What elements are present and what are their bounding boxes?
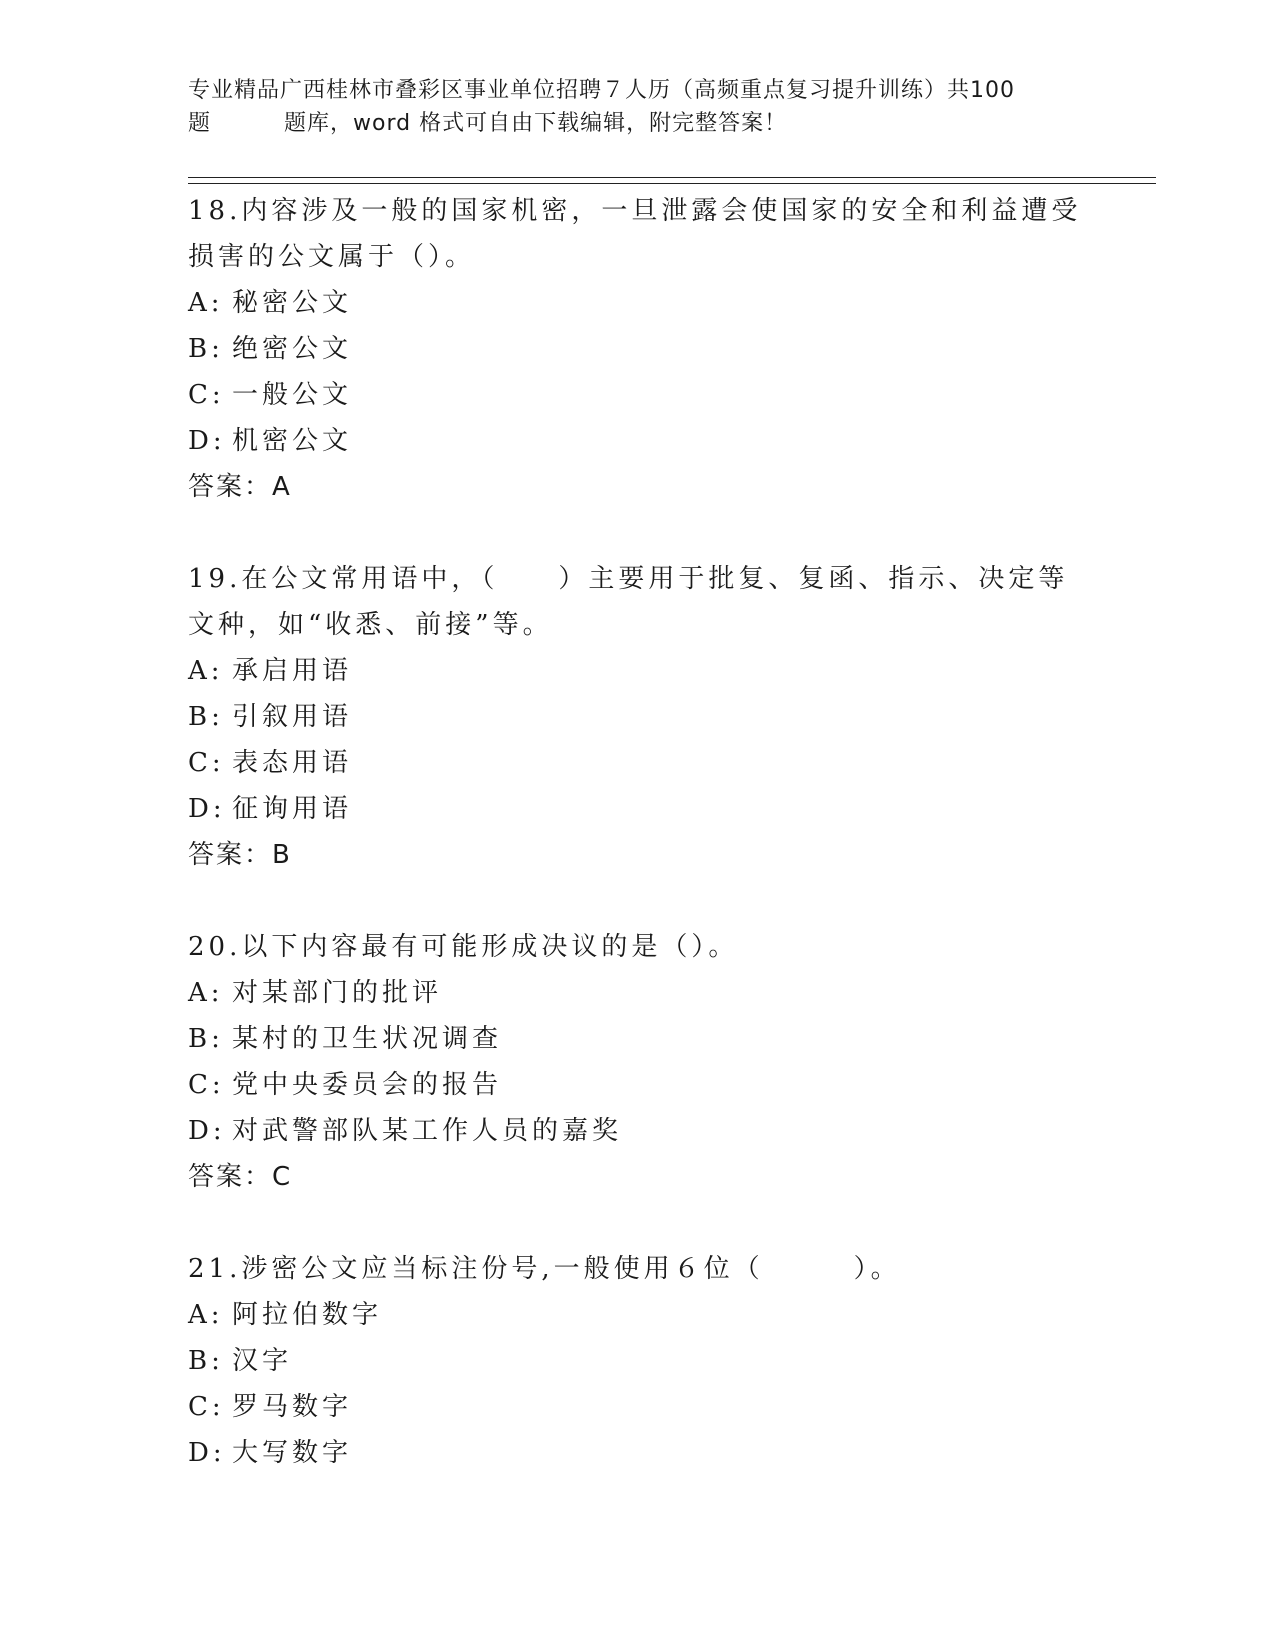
option-letter: B: — [188, 702, 224, 732]
question-text: 18.内容涉及一般的国家机密，一旦泄露会使国家的安全和利益遭受损害的公文属于（）。 — [188, 196, 1082, 272]
option-letter: A: — [188, 1300, 224, 1330]
option-letter: A: — [188, 288, 224, 318]
question-19 — [188, 556, 1088, 878]
option-b — [188, 1016, 1088, 1062]
option-text: 对武警部队某工作人员的嘉奖 — [232, 1116, 623, 1146]
answer-line: 答案：A — [188, 472, 292, 502]
option-letter: C: — [188, 1392, 225, 1422]
option-a — [188, 648, 1088, 694]
question-18 — [188, 188, 1088, 510]
document-header — [188, 74, 1088, 140]
option-text: 罗马数字 — [232, 1392, 353, 1422]
option-text: 大写数字 — [232, 1438, 353, 1468]
option-b — [188, 694, 1088, 740]
option-b — [188, 326, 1088, 372]
option-text: 绝密公文 — [232, 334, 353, 364]
option-c — [188, 1384, 1088, 1430]
option-letter: C: — [188, 380, 225, 410]
option-text: 承启用语 — [232, 656, 353, 686]
option-a — [188, 970, 1088, 1016]
option-letter: A: — [188, 656, 224, 686]
header-title-line2 — [188, 107, 1088, 140]
option-a — [188, 1292, 1088, 1338]
option-c — [188, 1062, 1088, 1108]
option-text: 阿拉伯数字 — [232, 1300, 383, 1330]
question-20 — [188, 924, 1088, 1200]
option-letter: D: — [188, 1116, 226, 1146]
answer-line: 答案：B — [188, 840, 292, 870]
option-text: 机密公文 — [232, 426, 353, 456]
option-text: 一般公文 — [232, 380, 353, 410]
option-letter: C: — [188, 748, 225, 778]
question-text: 19.在公文常用语中，（ ）主要用于批复、复函、指示、决定等文种，如“收悉、前接”等。 — [188, 564, 1069, 640]
option-d — [188, 1108, 1088, 1154]
option-d — [188, 786, 1088, 832]
answer-line: 答案：C — [188, 1162, 293, 1192]
header-line2-lead: 题 — [188, 111, 212, 136]
option-d — [188, 1430, 1088, 1476]
header-line2-text: 题库，word 格式可自由下载编辑，附完整答案！ — [284, 111, 788, 136]
option-letter: B: — [188, 334, 224, 364]
header-divider-bottom — [188, 183, 1156, 184]
option-letter: C: — [188, 1070, 225, 1100]
option-a — [188, 280, 1088, 326]
option-text: 某村的卫生状况调查 — [232, 1024, 503, 1054]
option-text: 引叙用语 — [232, 702, 353, 732]
question-text: 21.涉密公文应当标注份号,一般使用６位（ ）。 — [188, 1254, 901, 1284]
option-text: 秘密公文 — [232, 288, 353, 318]
question-21 — [188, 1246, 1088, 1476]
option-letter: D: — [188, 794, 226, 824]
option-text: 党中央委员会的报告 — [232, 1070, 503, 1100]
option-b — [188, 1338, 1088, 1384]
option-letter: D: — [188, 426, 226, 456]
option-letter: B: — [188, 1024, 224, 1054]
option-text: 表态用语 — [232, 748, 353, 778]
option-c — [188, 740, 1088, 786]
header-divider-top — [188, 177, 1156, 178]
option-text: 对某部门的批评 — [232, 978, 443, 1008]
question-text: 20.以下内容最有可能形成决议的是（）。 — [188, 932, 739, 962]
header-title-line1: 专业精品广西桂林市叠彩区事业单位招聘７人历（高频重点复习提升训练）共100 — [188, 78, 1015, 103]
option-letter: B: — [188, 1346, 224, 1376]
option-c — [188, 372, 1088, 418]
option-text: 征询用语 — [232, 794, 353, 824]
option-letter: D: — [188, 1438, 226, 1468]
option-text: 汉字 — [232, 1346, 293, 1376]
option-letter: A: — [188, 978, 224, 1008]
option-d — [188, 418, 1088, 464]
question-list — [188, 188, 1088, 1522]
